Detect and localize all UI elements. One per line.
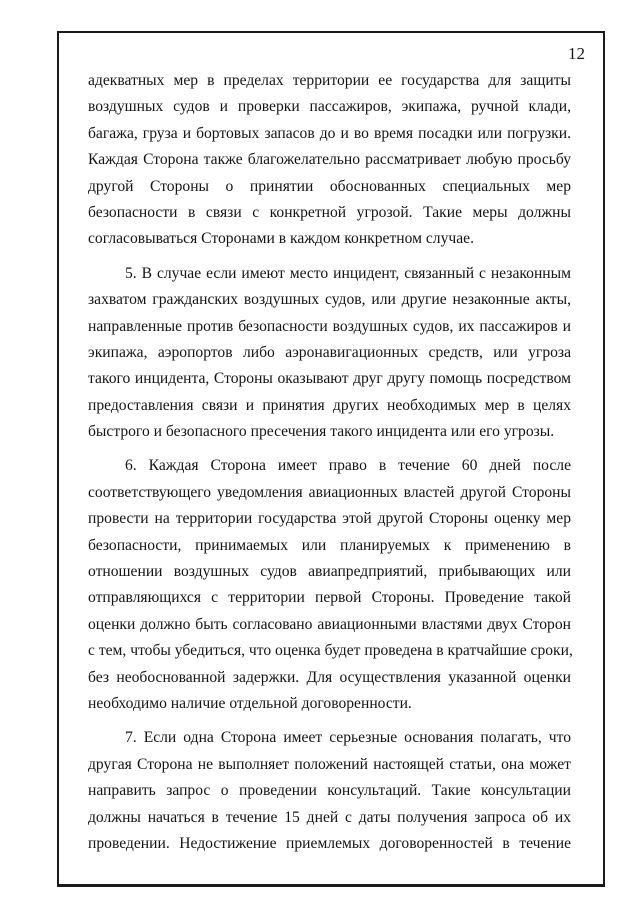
text-line: направить запрос о проведении консультаций. Такие консультации: [88, 782, 571, 800]
text-line: Каждая Сторона также благожелательно рассматривает любую просьбу: [88, 151, 571, 169]
text-line: другая Сторона не выполняет положений настоящей статьи, она может: [88, 755, 571, 773]
text-line: 7. Если одна Сторона имеет серьезные основания полагать, что: [125, 729, 571, 747]
text-line: адекватных мер в пределах территории ее государства для защиты: [88, 72, 571, 89]
text-line: захватом гражданских воздушных судов, или другие незаконные акты,: [88, 291, 571, 309]
text-line: оценки должно быть согласовано авиационными властями двух Сторон: [88, 615, 571, 633]
text-line: безопасности, принимаемых или планируемых к применению в: [88, 536, 571, 554]
text-line: отправляющихся с территории первой Стороны. Проведение такой: [88, 589, 571, 607]
text-line: направленные против безопасности воздушных судов, их пассажиров и: [88, 317, 571, 335]
text-line: отношении воздушных судов авиапредприятий, прибывающих или: [88, 563, 571, 581]
text-line: проведении. Недостижение приемлемых договоренностей в течение: [88, 834, 571, 852]
text-line: предоставления связи и принятия других необходимых мер в целях: [88, 396, 571, 414]
text-line: соответствующего уведомления авиационных властей другой Стороны: [88, 483, 571, 501]
paragraph-gap: [88, 717, 571, 725]
text-line: другой Стороны о принятии обоснованных специальных мер: [88, 177, 571, 195]
text-line: должны начаться в течение 15 дней с даты получения запроса об их: [88, 808, 571, 826]
text-line: быстрого и безопасного пресечения такого инцидента или его угрозы.: [88, 423, 555, 441]
paragraph-gap: [88, 445, 571, 453]
text-line: согласовываться Сторонами в каждом конкретном случае.: [88, 230, 474, 248]
page-number: 12: [568, 44, 585, 63]
text-line: 5. В случае если имеют место инцидент, связанный с незаконным: [125, 264, 571, 282]
text-line: такого инцидента, Стороны оказывают друг другу помощь посредством: [88, 370, 571, 388]
text-line: безопасности в связи с конкретной угрозой. Такие меры должны: [88, 203, 571, 221]
text-line: воздушных судов и проверки пассажиров, экипажа, ручной клади,: [88, 98, 571, 116]
text-line: багажа, груза и бортовых запасов до и во время посадки или погрузки.: [88, 124, 571, 142]
text-line: необходимо наличие отдельной договоренности.: [88, 694, 412, 712]
text-line: с тем, чтобы убедиться, что оценка будет проведена в кратчайшие сроки,: [88, 642, 573, 660]
text-line: экипажа, аэропортов либо аэронавигационных средств, или угроза: [88, 343, 571, 361]
paragraph-gap: [88, 253, 571, 261]
text-line: провести на территории государства этой другой Стороны оценку мер: [88, 510, 571, 528]
document-body: [88, 68, 571, 857]
text-line: 6. Каждая Сторона имеет право в течение 60 дней после: [125, 457, 571, 475]
text-line: без необоснованной задержки. Для осуществления указанной оценки: [88, 668, 571, 686]
